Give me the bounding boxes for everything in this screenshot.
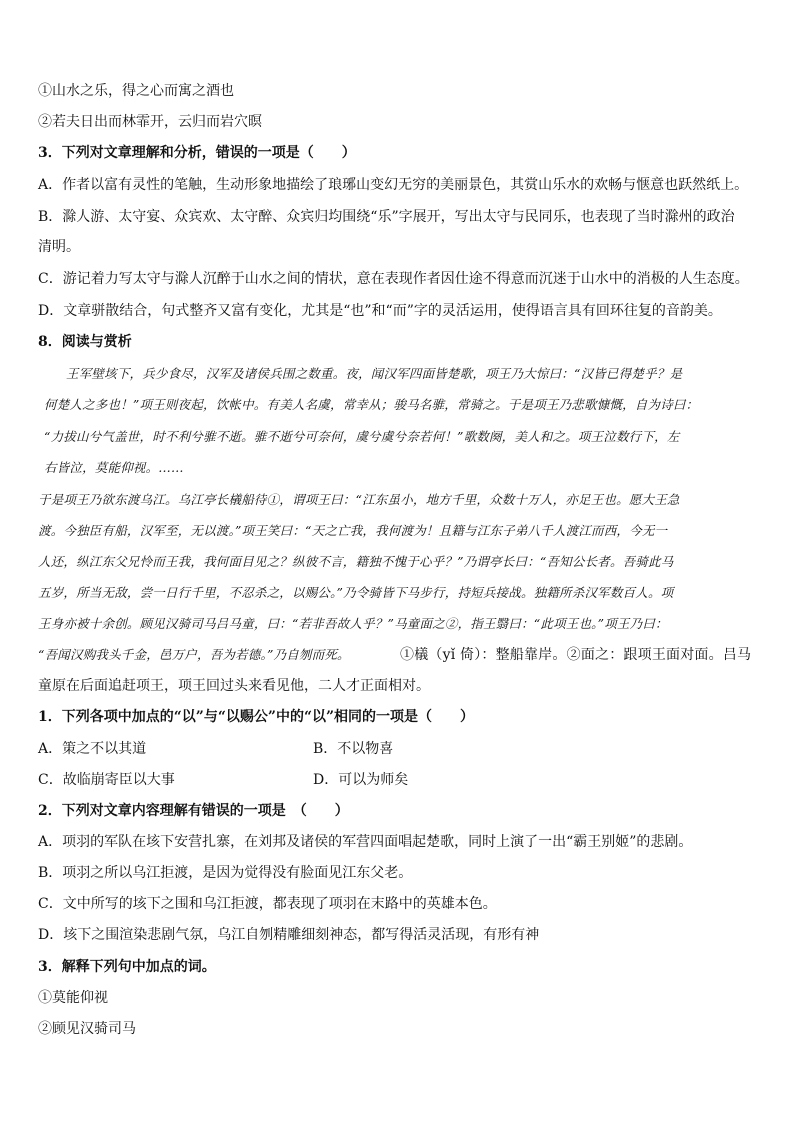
text-line: ②若夫日出而林霏开，云归而岩穴暝 [38,114,262,130]
question-heading: 3．解释下列句中加点的词。 [38,959,216,975]
option-b: B．不以物喜 [313,741,394,757]
passage-line: “吾闻汉购我头千金，邑万户，吾为若德。”乃自刎而死。 [38,647,350,662]
option-d: D．垓下之围渲染悲剧气氛，乌江自刎精雕细刻神态，都写得活灵活现，有形有神 [38,927,540,943]
passage-line: “力拔山兮气盖世，时不利兮骓不逝。骓不逝兮可奈何，虞兮虞兮奈若何！”歌数阕，美人和之。项王泣数行下，左 [44,429,680,444]
passage-line: 王军壁垓下，兵少食尽，汉军及诸侯兵围之数重。夜，闻汉军四面皆楚歌，项王乃大惊曰：“汉皆已得楚乎？是 [66,366,683,381]
option-d: D．可以为师矣 [313,772,409,788]
section-heading: 8．阅读与赏析 [38,334,132,350]
footnote-text: 童原在后面追赶项王，项王回过头来看见他，二人才正面相对。 [38,678,430,694]
passage-line: 渡。今独臣有船，汉军至，无以渡。”项王笑曰：“天之亡我，我何渡为！且籍与江东子弟八千人渡江而西，今无一 [38,523,668,538]
passage-line: 右皆泣，莫能仰视。…… [44,460,184,475]
text-line: ①山水之乐，得之心而寓之酒也 [38,83,234,99]
option-line: A．作者以富有灵性的笔触，生动形象地描绘了琅琊山变幻无穷的美丽景色，其赏山乐水的欢畅与惬意也跃然纸上。 [38,177,749,193]
passage-line: 五岁，所当无敌，尝一日行千里，不忍杀之，以赐公。”乃令骑皆下马步行，持短兵接战。独籍所杀汉军数百人。项 [38,585,674,600]
option-line-cont: 清明。 [38,239,80,255]
passage-line: 何楚人之多也！”项王则夜起，饮帐中。有美人名虞，常幸从；骏马名骓，常骑之。于是项王乃悲歌慷慨，自为诗曰： [44,397,699,412]
option-line: C．游记着力写太守与滁人沉醉于山水之间的情状，意在表现作者因仕途不得意而沉迷于山水中的消极的人生态度。 [38,271,749,287]
answer-item: ①莫能仰视 [38,990,108,1006]
passage-line: 人还，纵江东父兄怜而王我，我何面目见之？纵彼不言，籍独不愧于心乎？”乃谓亭长曰：“吾知公长者。吾骑此马 [38,554,674,569]
option-b: B．项羽之所以乌江拒渡，是因为觉得没有脸面见江东父老。 [38,865,413,881]
option-a: A．策之不以其道 [38,741,147,757]
question-heading: 3．下列对文章理解和分析，错误的一项是（ ） [38,145,356,161]
passage-line: 王身亦被十余创。顾见汉骑司马吕马童，曰：“若非吾故人乎？”马童面之②，指王翳曰：“此项王也。”项王乃曰： [38,616,668,631]
question-heading: 2．下列对文章内容理解有错误的一项是 （ ） [38,803,349,819]
option-a: A．项羽的军队在垓下安营扎寨，在刘邦及诸侯的军营四面唱起楚歌，同时上演了一出“霸王别姬”的悲剧。 [38,834,693,850]
option-c: C．故临崩寄臣以大事 [38,772,175,788]
option-line: D．文章骈散结合，句式整齐又富有变化，尤其是“也”和“而”字的灵活运用，使得语言具有回环往复的音韵美。 [38,303,722,319]
option-c: C．文中所写的垓下之围和乌江拒渡，都表现了项羽在末路中的英雄本色。 [38,896,497,912]
passage-line: 于是项王乃欲东渡乌江。乌江亭长檥船待①，谓项王曰：“江东虽小，地方千里，众数十万人，亦足王也。愿大王急 [38,492,680,507]
footnote-text: ①檥（yǐ 倚）：整船靠岸。②面之：跟项王面对面。吕马 [400,647,752,663]
option-line: B．滁人游、太守宴、众宾欢、太守醉、众宾归均围绕“乐”字展开，写出太守与民同乐，也表现了当时滁州的政治 [38,209,735,225]
answer-item: ②顾见汉骑司马 [38,1021,136,1037]
question-heading: 1．下列各项中加点的“以”与“以赐公”中的“以”相同的一项是（ ） [38,709,475,725]
